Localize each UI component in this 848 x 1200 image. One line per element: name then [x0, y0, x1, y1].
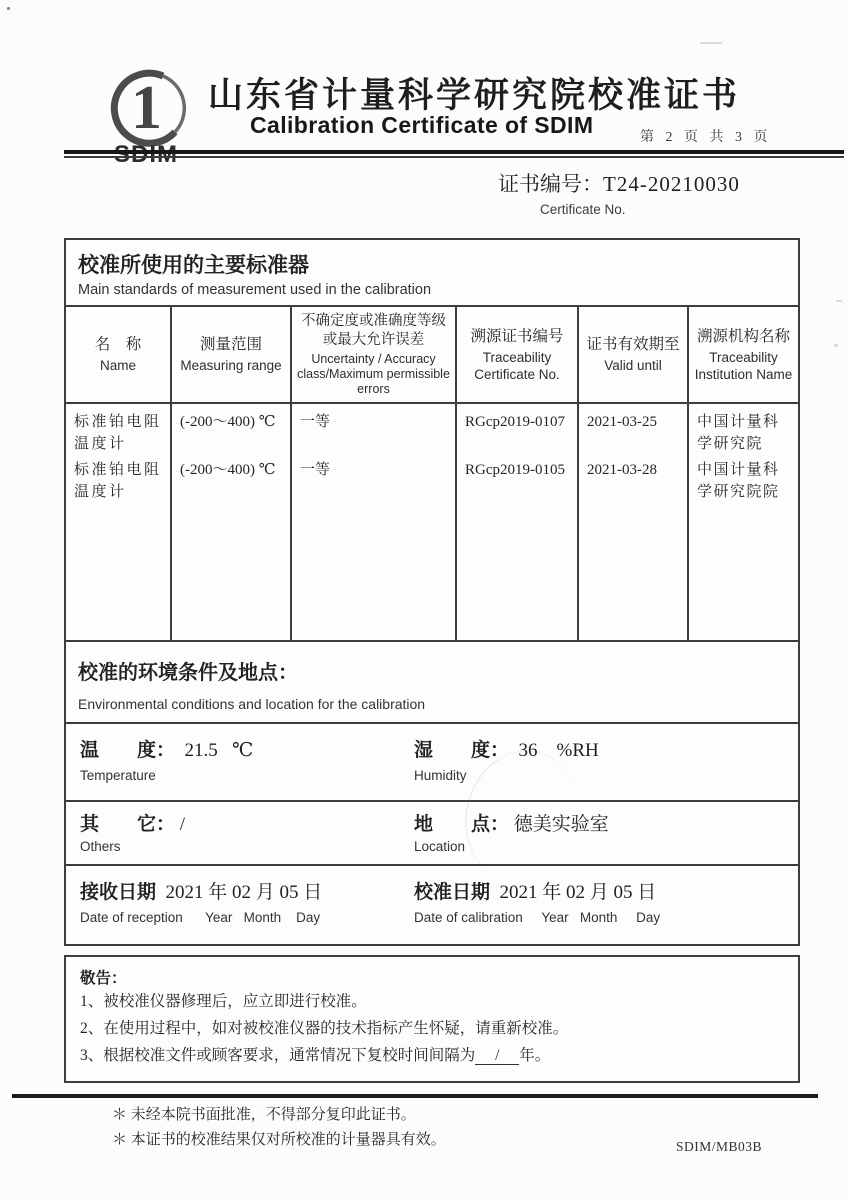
scan-speck: [700, 42, 722, 44]
table-cell: 标准铂电阻温度计: [74, 414, 162, 452]
form-number: SDIM/MB03B: [676, 1139, 763, 1154]
standards-title-en: Main standards of measurement used in the calibration: [78, 282, 432, 298]
standards-section-title: [66, 240, 798, 307]
table-cell: 2021-03-25: [587, 414, 657, 430]
date-of-calibration-field: 校准日期 2021 年 02 月 05 日 Date of calibration Year Month Day: [414, 882, 661, 925]
footer-divider-rule: [12, 1094, 818, 1098]
table-column-name: [66, 404, 170, 640]
table-cell: RGcp2019-0105: [465, 462, 565, 478]
col-header-traceability-cert-no: 溯源证书编号 Traceability Certificate No.: [455, 307, 577, 402]
certificate-title-en: Calibration Certificate of SDIM: [250, 112, 594, 138]
others-field: 其 它： / Others: [80, 814, 186, 854]
standards-title-cn: 校准所使用的主要标准器: [78, 254, 309, 277]
notice-item-1: 1、被校准仪器修理后，应立即进行校准。: [80, 993, 367, 1010]
table-cell: RGcp2019-0107: [465, 414, 565, 430]
environment-title-en: Environmental conditions and location for the calibration: [78, 696, 426, 712]
certificate-number-value: T24-20210030: [603, 172, 740, 196]
others-location-row: [66, 802, 798, 866]
scan-speck: [7, 7, 10, 10]
standards-table-body: [66, 404, 798, 642]
notice-box: [64, 955, 800, 1083]
table-cell: 中国计量科学研究院院: [697, 462, 780, 500]
dates-row: [66, 866, 798, 944]
page-number-info: 第 2 页 共 3 页: [640, 130, 772, 145]
footnote-2: ＊ 本证书的校准结果仅对所校准的计量器具有效。: [112, 1132, 446, 1148]
table-cell: 一等: [300, 414, 331, 430]
footnote-1: ＊ 未经本院书面批准，不得部分复印此证书。: [112, 1107, 416, 1123]
footer-notes: [112, 1103, 446, 1153]
date-of-reception-field: 接收日期 2021 年 02 月 05 日 Date of reception Year Month Day: [80, 882, 323, 925]
recal-interval-blank: /: [475, 1047, 519, 1065]
table-column-institution: [687, 404, 798, 640]
col-header-valid-until: 证书有效期至 Valid until: [577, 307, 687, 402]
scan-speck: [834, 344, 838, 347]
table-cell: 一等: [300, 462, 331, 478]
col-header-name: 名 称 Name: [94, 336, 142, 373]
certificate-number-label-cn: 证书编号：: [498, 172, 603, 196]
table-cell: 2021-03-28: [587, 462, 657, 478]
col-header-measuring-range: 测量范围 Measuring range: [170, 307, 290, 402]
notice-item-2: 2、在使用过程中，如对被校准仪器的技术指标产生怀疑，请重新校准。: [80, 1020, 569, 1037]
table-cell: 中国计量科学研究院: [697, 414, 780, 452]
notice-title: 敬告：: [80, 970, 127, 987]
notice-item-3: 3、根据校准文件或顾客要求，通常情况下复校时间间隔为 / 年。: [80, 1047, 551, 1064]
standards-and-conditions-box: [64, 238, 800, 946]
standards-table-header-row: [66, 307, 798, 404]
svg-text:SDIM: SDIM: [114, 141, 178, 166]
location-field: 地 点： 德美实验室 Location: [414, 814, 609, 854]
environment-section-title: [66, 642, 798, 724]
table-cell: (-200～400) ℃: [180, 462, 276, 478]
scan-speck: [836, 300, 842, 302]
table-column-grade: [290, 404, 455, 640]
certificate-number-line: [498, 168, 740, 198]
col-header-traceability-institution: 溯源机构名称 Traceability Institution Name: [687, 307, 798, 402]
humidity-field: 湿 度： 36 %RH Humidity: [414, 740, 599, 783]
certificate-number-label-en: Certificate No.: [540, 202, 626, 217]
header-divider-rule: [64, 150, 844, 158]
svg-text:1: 1: [131, 74, 162, 142]
temperature-field: 温 度： 21.5 ℃ Temperature: [80, 740, 254, 783]
environment-title-cn: 校准的环境条件及地点：: [78, 662, 298, 684]
table-column-range: [170, 404, 290, 640]
temperature-humidity-row: [66, 724, 798, 802]
table-cell: 标准铂电阻温度计: [74, 462, 162, 500]
col-header-uncertainty: 不确定度或准确度等级或最大允许误差 Uncertainty / Accuracy class/Maximum permissible errors: [290, 307, 455, 402]
certificate-title-cn: 山东省计量科学研究院校准证书: [208, 76, 741, 115]
table-cell: (-200～400) ℃: [180, 414, 276, 430]
table-column-valid-until: [577, 404, 687, 640]
table-column-cert-no: [455, 404, 577, 640]
